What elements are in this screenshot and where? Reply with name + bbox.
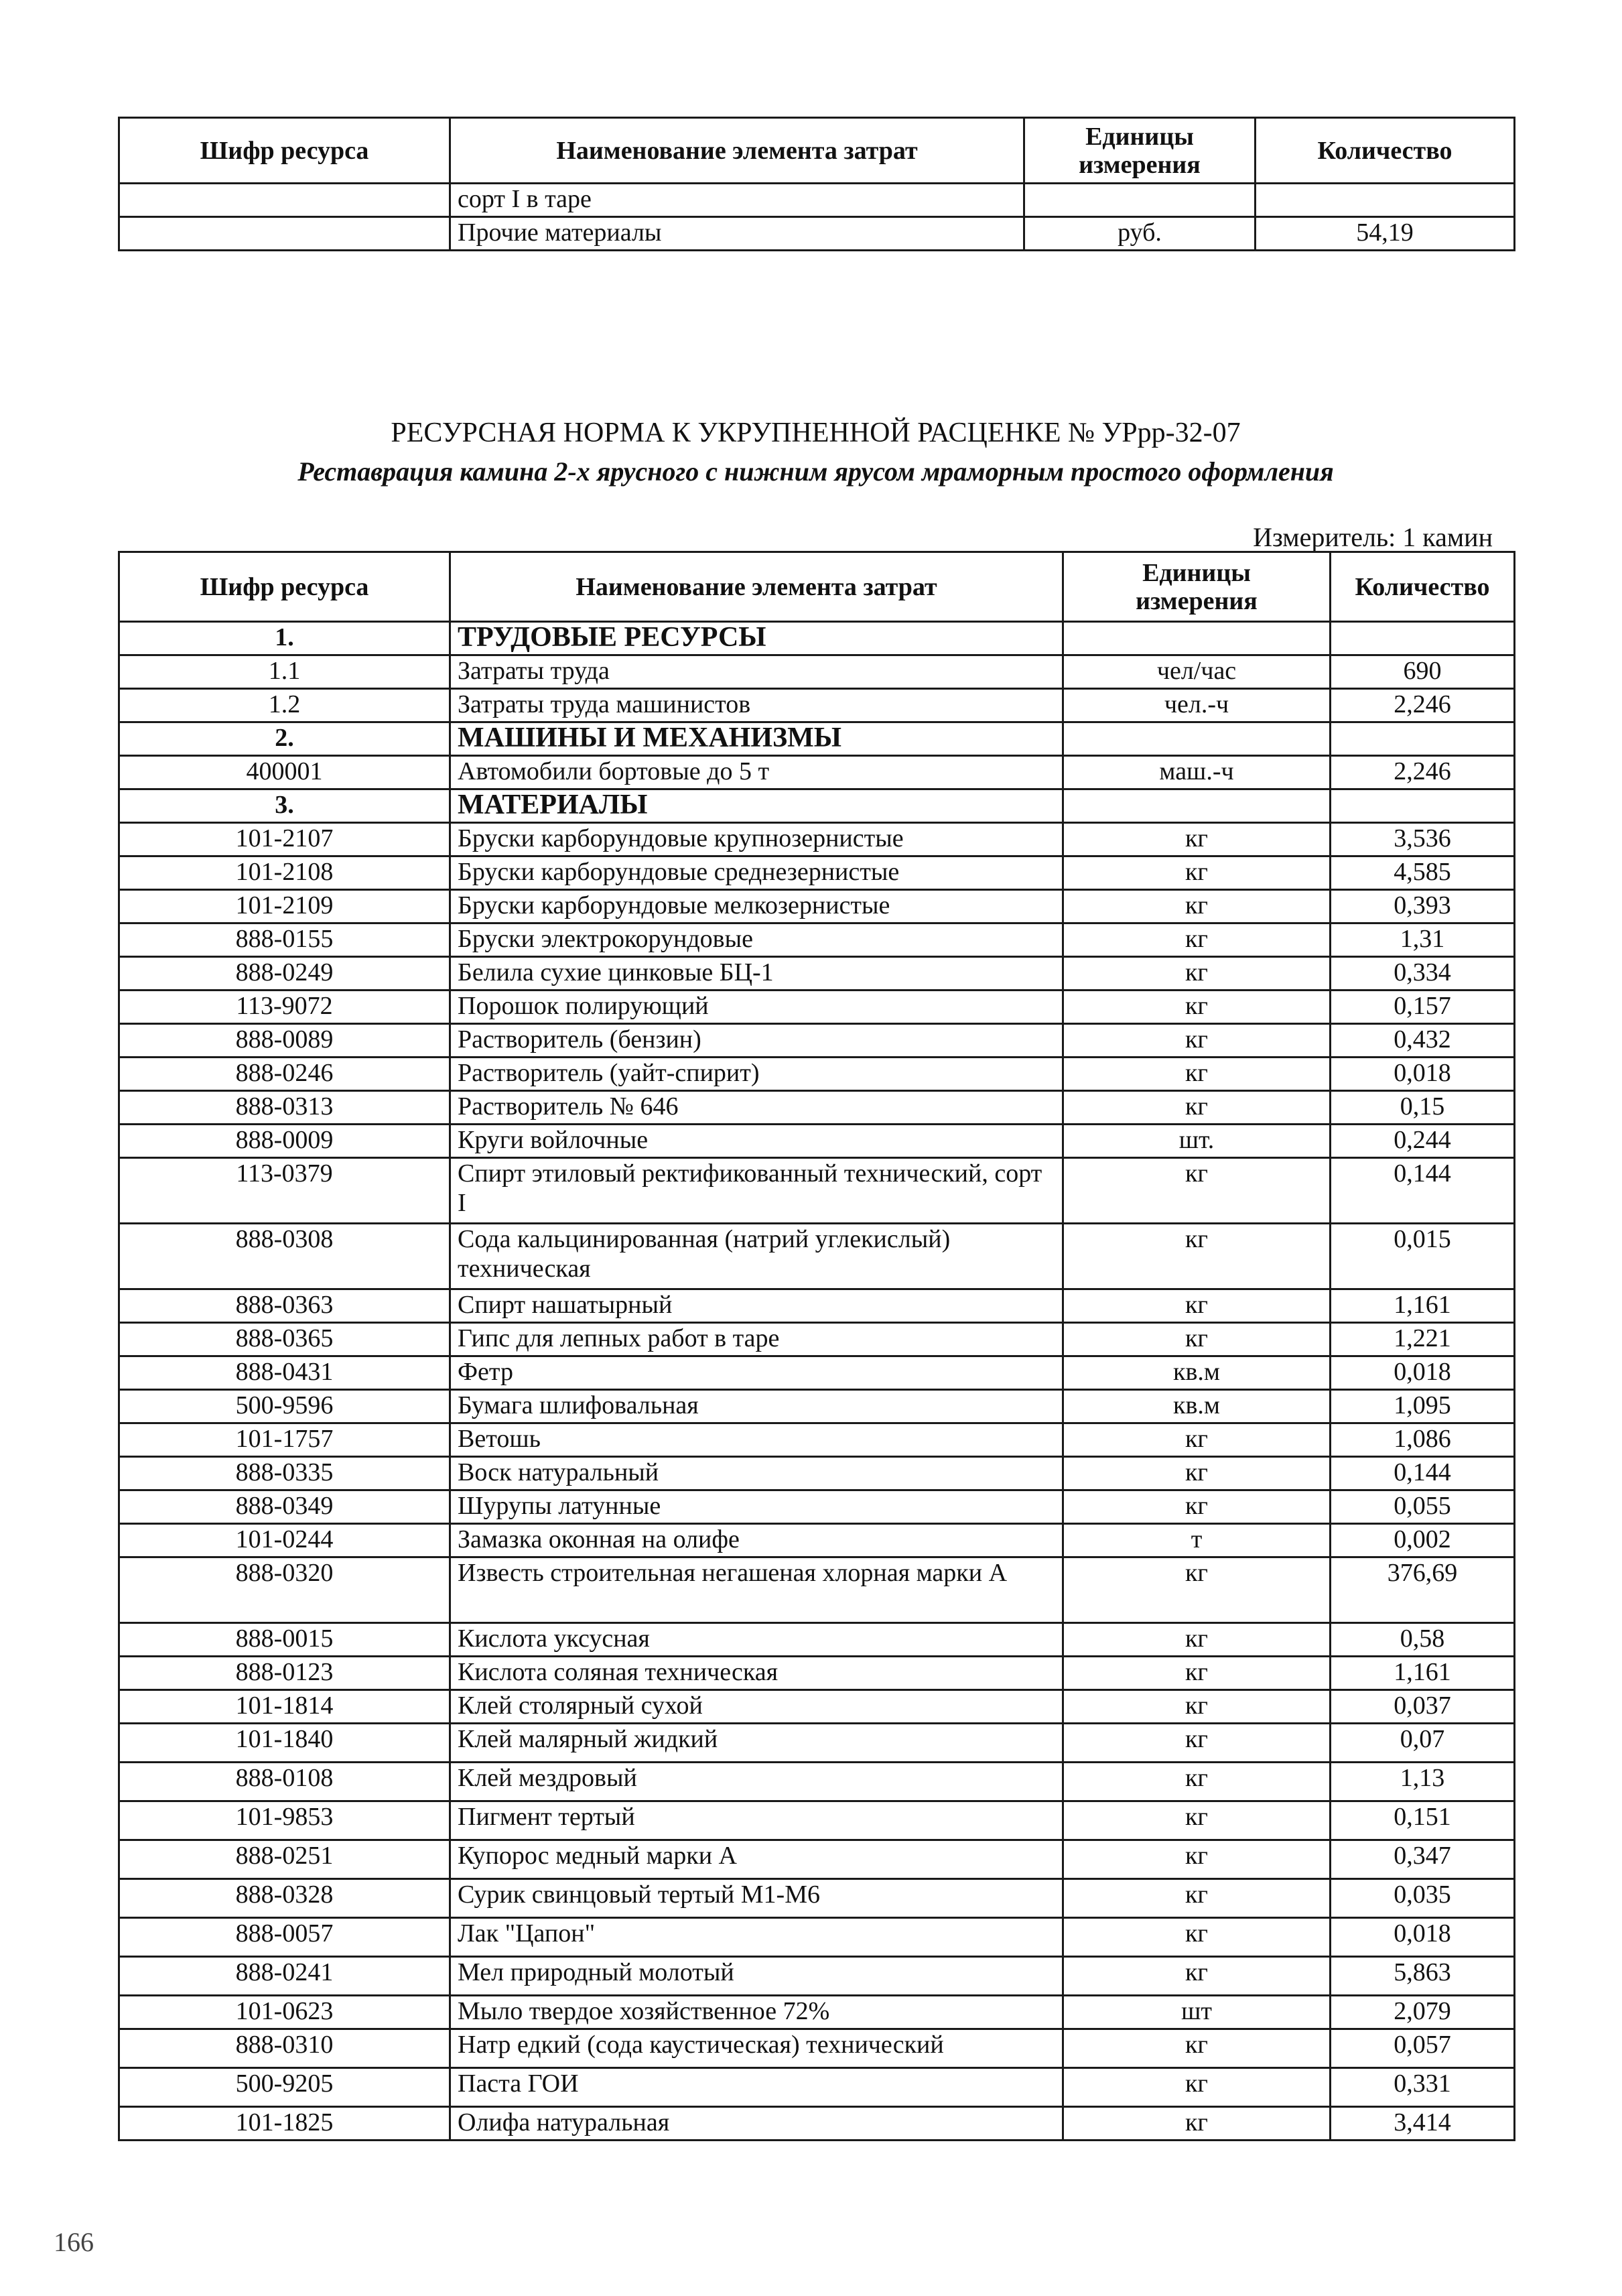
- resource-code: 888-0328: [119, 1879, 450, 1918]
- table-row: [119, 991, 1515, 1024]
- quantity: 0,037: [1331, 1690, 1515, 1724]
- unit-of-measure: кг: [1063, 1457, 1331, 1490]
- unit-of-measure: кг: [1063, 1490, 1331, 1524]
- unit-of-measure: [1063, 622, 1331, 655]
- unit-of-measure: кг: [1063, 1158, 1331, 1224]
- resource-name: Бруски электрокорундовые: [450, 923, 1063, 957]
- resource-code: 888-0363: [119, 1289, 450, 1323]
- unit-of-measure: кв.м: [1063, 1390, 1331, 1423]
- resource-code: 1.1: [119, 655, 450, 689]
- resource-name: ТРУДОВЫЕ РЕСУРСЫ: [450, 622, 1063, 655]
- resource-code: 101-1840: [119, 1724, 450, 1763]
- resource-name: Клей мездровый: [450, 1763, 1063, 1801]
- table-header-row: [119, 118, 1515, 184]
- quantity: [1331, 789, 1515, 823]
- unit-of-measure: кг: [1063, 1289, 1331, 1323]
- table-row: [119, 756, 1515, 789]
- table-row: [119, 1423, 1515, 1457]
- resource-name: Сурик свинцовый тертый М1-М6: [450, 1879, 1063, 1918]
- resource-name: Натр едкий (сода каустическая) технический: [450, 2029, 1063, 2068]
- page-number: 166: [54, 2227, 94, 2257]
- table-row: [119, 2068, 1515, 2107]
- measure-unit: Измеритель: 1 камин: [1253, 522, 1493, 552]
- quantity: 1,13: [1331, 1763, 1515, 1801]
- unit-of-measure: шт: [1063, 1996, 1331, 2029]
- quantity: 0,07: [1331, 1724, 1515, 1763]
- quantity: 0,331: [1331, 2068, 1515, 2107]
- resource-code: [119, 184, 450, 217]
- header-code: Шифр ресурса: [119, 552, 450, 622]
- header-name: Наименование элемента затрат: [450, 552, 1063, 622]
- quantity: 690: [1331, 655, 1515, 689]
- resource-code: 500-9205: [119, 2068, 450, 2107]
- unit-of-measure: кг: [1063, 1224, 1331, 1289]
- resource-code: 888-0057: [119, 1918, 450, 1957]
- table-row: [119, 1801, 1515, 1840]
- resource-code: 2.: [119, 722, 450, 756]
- unit-of-measure: кг: [1063, 890, 1331, 923]
- resource-name: Паста ГОИ: [450, 2068, 1063, 2107]
- resource-name: Мыло твердое хозяйственное 72%: [450, 1996, 1063, 2029]
- resource-name: МАТЕРИАЛЫ: [450, 789, 1063, 823]
- resource-name: Купорос медный марки А: [450, 1840, 1063, 1879]
- quantity: 1,31: [1331, 923, 1515, 957]
- resource-name: Затраты труда: [450, 655, 1063, 689]
- quantity: 0,347: [1331, 1840, 1515, 1879]
- quantity: 4,585: [1331, 856, 1515, 890]
- resource-code: 101-0244: [119, 1524, 450, 1557]
- resource-name: Затраты труда машинистов: [450, 689, 1063, 722]
- quantity: 0,151: [1331, 1801, 1515, 1840]
- resource-name: Бумага шлифовальная: [450, 1390, 1063, 1423]
- resource-name: МАШИНЫ И МЕХАНИЗМЫ: [450, 722, 1063, 756]
- table-row: [119, 823, 1515, 856]
- quantity: 0,055: [1331, 1490, 1515, 1524]
- quantity: 0,144: [1331, 1158, 1515, 1224]
- resource-name: Белила сухие цинковые БЦ-1: [450, 957, 1063, 991]
- resource-code: 500-9596: [119, 1390, 450, 1423]
- table-row: [119, 655, 1515, 689]
- quantity: 1,161: [1331, 1657, 1515, 1690]
- quantity: 5,863: [1331, 1957, 1515, 1996]
- unit-of-measure: кг: [1063, 1058, 1331, 1091]
- header-code: Шифр ресурса: [119, 118, 450, 184]
- quantity: 1,161: [1331, 1289, 1515, 1323]
- unit-of-measure: [1024, 184, 1256, 217]
- unit-of-measure: кг: [1063, 2029, 1331, 2068]
- resource-code: 888-0108: [119, 1763, 450, 1801]
- unit-of-measure: кг: [1063, 1801, 1331, 1840]
- section-row: [119, 622, 1515, 655]
- table-row: [119, 957, 1515, 991]
- resource-name: Ветошь: [450, 1423, 1063, 1457]
- resource-name: Известь строительная негашеная хлорная марки А: [450, 1557, 1063, 1623]
- table-row: [119, 1524, 1515, 1557]
- table-row: [119, 1918, 1515, 1957]
- unit-of-measure: кг: [1063, 1657, 1331, 1690]
- resource-name: Воск натуральный: [450, 1457, 1063, 1490]
- quantity: 0,057: [1331, 2029, 1515, 2068]
- table-header-row: [119, 552, 1515, 622]
- quantity: 0,58: [1331, 1623, 1515, 1657]
- quantity: 2,246: [1331, 756, 1515, 789]
- resource-code: 888-0251: [119, 1840, 450, 1879]
- resource-name: Сода кальцинированная (натрий углекислый) техническая: [450, 1224, 1063, 1289]
- quantity: 0,432: [1331, 1024, 1515, 1058]
- resource-code: 113-9072: [119, 991, 450, 1024]
- quantity: 0,15: [1331, 1091, 1515, 1125]
- resource-code: 1.: [119, 622, 450, 655]
- resource-name: Бруски карборундовые среднезернистые: [450, 856, 1063, 890]
- unit-of-measure: маш.-ч: [1063, 756, 1331, 789]
- resource-name: Мел природный молотый: [450, 1957, 1063, 1996]
- resource-name: Прочие материалы: [450, 217, 1024, 251]
- resource-code: 113-0379: [119, 1158, 450, 1224]
- table-row: [119, 1879, 1515, 1918]
- quantity: 0,018: [1331, 1058, 1515, 1091]
- table-row: [119, 2029, 1515, 2068]
- table-row: [119, 1289, 1515, 1323]
- unit-of-measure: кв.м: [1063, 1356, 1331, 1390]
- unit-of-measure: кг: [1063, 991, 1331, 1024]
- resource-code: 101-0623: [119, 1996, 450, 2029]
- table-row: [119, 1724, 1515, 1763]
- table-row: [119, 1356, 1515, 1390]
- unit-of-measure: кг: [1063, 1957, 1331, 1996]
- resource-code: 101-1825: [119, 2107, 450, 2141]
- resource-code: 3.: [119, 789, 450, 823]
- quantity: 2,079: [1331, 1996, 1515, 2029]
- table-row: [119, 1125, 1515, 1158]
- table-row: [119, 2107, 1515, 2141]
- resource-name: Фетр: [450, 1356, 1063, 1390]
- resource-code: 1.2: [119, 689, 450, 722]
- resource-name: Олифа натуральная: [450, 2107, 1063, 2141]
- unit-of-measure: кг: [1063, 1690, 1331, 1724]
- table-row: [119, 1657, 1515, 1690]
- resource-code: 101-1757: [119, 1423, 450, 1457]
- quantity: 0,018: [1331, 1918, 1515, 1957]
- quantity: [1256, 184, 1515, 217]
- unit-of-measure: кг: [1063, 1879, 1331, 1918]
- quantity: 1,086: [1331, 1423, 1515, 1457]
- resource-code: 888-0089: [119, 1024, 450, 1058]
- resource-code: 400001: [119, 756, 450, 789]
- header-qty: Количество: [1256, 118, 1515, 184]
- resource-code: 888-0015: [119, 1623, 450, 1657]
- resource-code: 888-0249: [119, 957, 450, 991]
- unit-of-measure: кг: [1063, 1724, 1331, 1763]
- resource-code: [119, 217, 450, 251]
- resource-code: 888-0246: [119, 1058, 450, 1091]
- table-row: [119, 1490, 1515, 1524]
- resource-name: Пигмент тертый: [450, 1801, 1063, 1840]
- quantity: 1,095: [1331, 1390, 1515, 1423]
- unit-of-measure: чел/час: [1063, 655, 1331, 689]
- unit-of-measure: кг: [1063, 1623, 1331, 1657]
- resource-name: Автомобили бортовые до 5 т: [450, 756, 1063, 789]
- resource-name: Порошок полирующий: [450, 991, 1063, 1024]
- resource-code: 888-0310: [119, 2029, 450, 2068]
- resource-code: 888-0313: [119, 1091, 450, 1125]
- quantity: [1331, 722, 1515, 756]
- resource-name: Спирт нашатырный: [450, 1289, 1063, 1323]
- table-row: [119, 1058, 1515, 1091]
- unit-of-measure: кг: [1063, 1323, 1331, 1356]
- table-row: [119, 1224, 1515, 1289]
- resource-name: Кислота соляная техническая: [450, 1657, 1063, 1690]
- unit-of-measure: кг: [1063, 1763, 1331, 1801]
- resource-code: 888-0241: [119, 1957, 450, 1996]
- resource-code: 888-0335: [119, 1457, 450, 1490]
- section-row: [119, 722, 1515, 756]
- unit-of-measure: [1063, 789, 1331, 823]
- resource-norm-table: [118, 551, 1515, 2141]
- unit-of-measure: кг: [1063, 1840, 1331, 1879]
- resource-name: Спирт этиловый ректификованный технический, сорт I: [450, 1158, 1063, 1224]
- resource-name: Бруски карборундовые мелкозернистые: [450, 890, 1063, 923]
- table-row: [119, 689, 1515, 722]
- unit-of-measure: руб.: [1024, 217, 1256, 251]
- quantity: 3,414: [1331, 2107, 1515, 2141]
- resource-name: Шурупы латунные: [450, 1490, 1063, 1524]
- table-row: [119, 1323, 1515, 1356]
- unit-of-measure: кг: [1063, 957, 1331, 991]
- resource-code: 888-0308: [119, 1224, 450, 1289]
- table-row: [119, 1840, 1515, 1879]
- unit-of-measure: чел.-ч: [1063, 689, 1331, 722]
- unit-of-measure: кг: [1063, 1423, 1331, 1457]
- table-row: [119, 1763, 1515, 1801]
- quantity: 0,244: [1331, 1125, 1515, 1158]
- resource-code: 888-0349: [119, 1490, 450, 1524]
- resource-name: Бруски карборундовые крупнозернистые: [450, 823, 1063, 856]
- continued-resource-table: [118, 117, 1515, 251]
- table-row: [119, 856, 1515, 890]
- table-row: [119, 1457, 1515, 1490]
- table-row: [119, 1690, 1515, 1724]
- unit-of-measure: кг: [1063, 1091, 1331, 1125]
- table-row: [119, 923, 1515, 957]
- table-row: [119, 184, 1515, 217]
- quantity: 0,144: [1331, 1457, 1515, 1490]
- unit-of-measure: кг: [1063, 2068, 1331, 2107]
- unit-of-measure: кг: [1063, 823, 1331, 856]
- table-row: [119, 1024, 1515, 1058]
- quantity: 0,018: [1331, 1356, 1515, 1390]
- quantity: 0,035: [1331, 1879, 1515, 1918]
- resource-name: Гипс для лепных работ в таре: [450, 1323, 1063, 1356]
- norm-subtitle: Реставрация камина 2-х ярусного с нижним ярусом мраморным простого оформления: [297, 456, 1334, 487]
- unit-of-measure: кг: [1063, 2107, 1331, 2141]
- header-name: Наименование элемента затрат: [450, 118, 1024, 184]
- unit-of-measure: [1063, 722, 1331, 756]
- resource-name: Растворитель (бензин): [450, 1024, 1063, 1058]
- resource-name: Растворитель № 646: [450, 1091, 1063, 1125]
- resource-code: 101-1814: [119, 1690, 450, 1724]
- table-row: [119, 890, 1515, 923]
- table-row: [119, 1557, 1515, 1623]
- header-unit: Единицы измерения: [1063, 552, 1331, 622]
- quantity: 3,536: [1331, 823, 1515, 856]
- quantity: 0,002: [1331, 1524, 1515, 1557]
- table-row: [119, 1091, 1515, 1125]
- resource-code: 101-9853: [119, 1801, 450, 1840]
- resource-name: Лак "Цапон": [450, 1918, 1063, 1957]
- quantity: 376,69: [1331, 1557, 1515, 1623]
- quantity: 54,19: [1256, 217, 1515, 251]
- resource-name: Круги войлочные: [450, 1125, 1063, 1158]
- resource-code: 888-0320: [119, 1557, 450, 1623]
- unit-of-measure: шт.: [1063, 1125, 1331, 1158]
- quantity: 2,246: [1331, 689, 1515, 722]
- unit-of-measure: т: [1063, 1524, 1331, 1557]
- resource-code: 101-2108: [119, 856, 450, 890]
- table-row: [119, 1996, 1515, 2029]
- unit-of-measure: кг: [1063, 1557, 1331, 1623]
- resource-name: Клей малярный жидкий: [450, 1724, 1063, 1763]
- quantity: [1331, 622, 1515, 655]
- quantity: 0,157: [1331, 991, 1515, 1024]
- header-unit: Единицы измерения: [1024, 118, 1256, 184]
- table-row: [119, 1957, 1515, 1996]
- resource-code: 888-0123: [119, 1657, 450, 1690]
- resource-name: Растворитель (уайт-спирит): [450, 1058, 1063, 1091]
- resource-code: 101-2107: [119, 823, 450, 856]
- resource-code: 888-0155: [119, 923, 450, 957]
- header-qty: Количество: [1331, 552, 1515, 622]
- unit-of-measure: кг: [1063, 1918, 1331, 1957]
- resource-name: Кислота уксусная: [450, 1623, 1063, 1657]
- resource-name: сорт I в таре: [450, 184, 1024, 217]
- unit-of-measure: кг: [1063, 856, 1331, 890]
- resource-code: 888-0365: [119, 1323, 450, 1356]
- unit-of-measure: кг: [1063, 1024, 1331, 1058]
- resource-name: Клей столярный сухой: [450, 1690, 1063, 1724]
- quantity: 0,334: [1331, 957, 1515, 991]
- resource-code: 888-0009: [119, 1125, 450, 1158]
- resource-code: 888-0431: [119, 1356, 450, 1390]
- quantity: 0,015: [1331, 1224, 1515, 1289]
- table-row: [119, 217, 1515, 251]
- quantity: 0,393: [1331, 890, 1515, 923]
- table-row: [119, 1390, 1515, 1423]
- resource-code: 101-2109: [119, 890, 450, 923]
- table-row: [119, 1623, 1515, 1657]
- section-row: [119, 789, 1515, 823]
- norm-title: РЕСУРСНАЯ НОРМА К УКРУПНЕННОЙ РАСЦЕНКЕ № УРрр-32-07: [391, 418, 1241, 448]
- table-row: [119, 1158, 1515, 1224]
- unit-of-measure: кг: [1063, 923, 1331, 957]
- quantity: 1,221: [1331, 1323, 1515, 1356]
- resource-name: Замазка оконная на олифе: [450, 1524, 1063, 1557]
